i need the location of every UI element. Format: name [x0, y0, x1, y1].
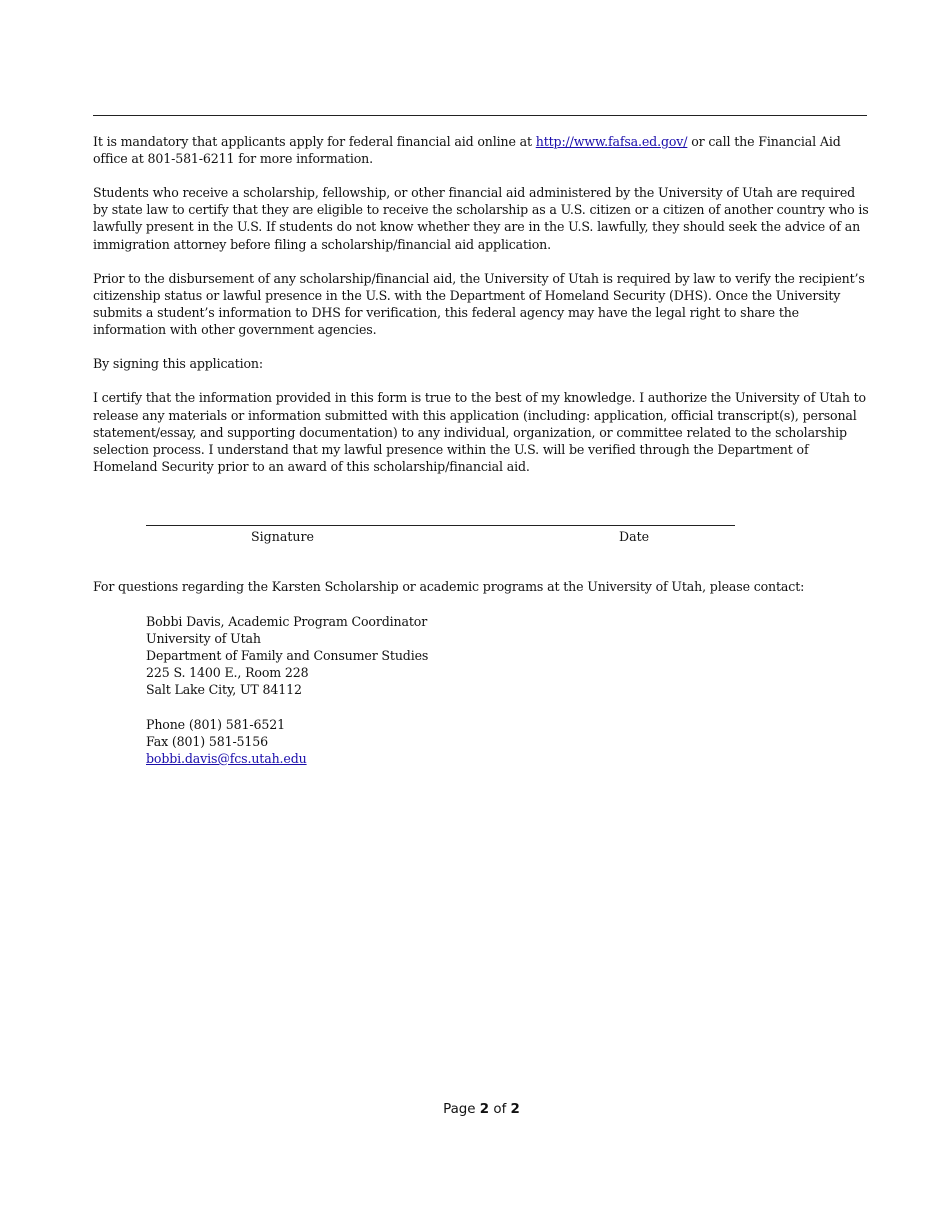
prior-paragraph: Prior to the disbursement of any scholarship/financial aid, the University of Utah is required by law to verify the recipient’s citizenship status or lawful presence in the U.S. with the Department of Homeland Security (DHS). Once the University submits a student’s information to DHS for verification, this federal agency may have the legal right to share the information with other government agencies. [93, 270, 865, 338]
students-paragraph: Students who receive a scholarship, fellowship, or other financial aid administered by the University of Utah are required by state law to certify that they are eligible to receive the scholarship as a U.S. citizen or a citizen of another country who is lawfully present in the U.S. If students do not know whether they are in the U.S. lawfully, they should seek the advice of an immigration attorney before filing a scholarship/financial aid application. [93, 185, 869, 252]
top-divider [93, 115, 867, 116]
certify-paragraph: I certify that the information provided in this form is true to the best of my knowledge. I authorize the University of Utah to release any materials or information submitted with this application (including: application, official transcript(s), personal statement/essay, and supporting documentation) to any individual, organization, or committee related to the scholarship selection process. I understand that my lawful presence within the U.S. will be verified through the Department of Homeland Security prior to an award of this scholarship/financial aid. [93, 390, 866, 474]
contact-address-line2: Salt Lake City, UT 84112 [146, 682, 302, 698]
contact-block [146, 613, 646, 767]
contact-spacer [146, 698, 646, 715]
signature-label: Signature [251, 529, 314, 544]
mandatory-text-end: or call the Financial Aid office at 801-581-6211 for more information. [93, 134, 841, 167]
of-word: of [489, 1102, 511, 1117]
contact-phone: Phone (801) 581-6521 [146, 716, 285, 732]
page-word: Page [443, 1102, 480, 1117]
contact-address-line1: 225 S. 1400 E., Room 228 [146, 665, 309, 681]
contact-fax: Fax (801) 581-5156 [146, 733, 269, 749]
fafsa-link[interactable]: http://www.fafsa.ed.gov/ [535, 134, 688, 149]
by-signing-paragraph: By signing this application: [93, 356, 263, 372]
page-footer [0, 1101, 950, 1119]
questions-text: For questions regarding the Karsten Scholarship or academic programs at the University of Utah, please contact: [93, 579, 805, 594]
contact-institution: University of Utah [146, 631, 261, 647]
total-page-number: 2 [510, 1102, 520, 1117]
mandatory-text-start: It is mandatory that applicants apply for federal financial aid online at [93, 134, 536, 149]
current-page-number: 2 [479, 1102, 490, 1117]
mandatory-paragraph [93, 133, 869, 167]
body-text [93, 133, 869, 492]
date-label: Date [619, 529, 650, 544]
contact-email-link[interactable]: bobbi.davis@fcs.utah.edu [146, 750, 307, 766]
contact-name: Bobbi Davis, Academic Program Coordinator [146, 614, 428, 629]
contact-department: Department of Family and Consumer Studies [146, 648, 429, 664]
signature-line [146, 525, 735, 526]
